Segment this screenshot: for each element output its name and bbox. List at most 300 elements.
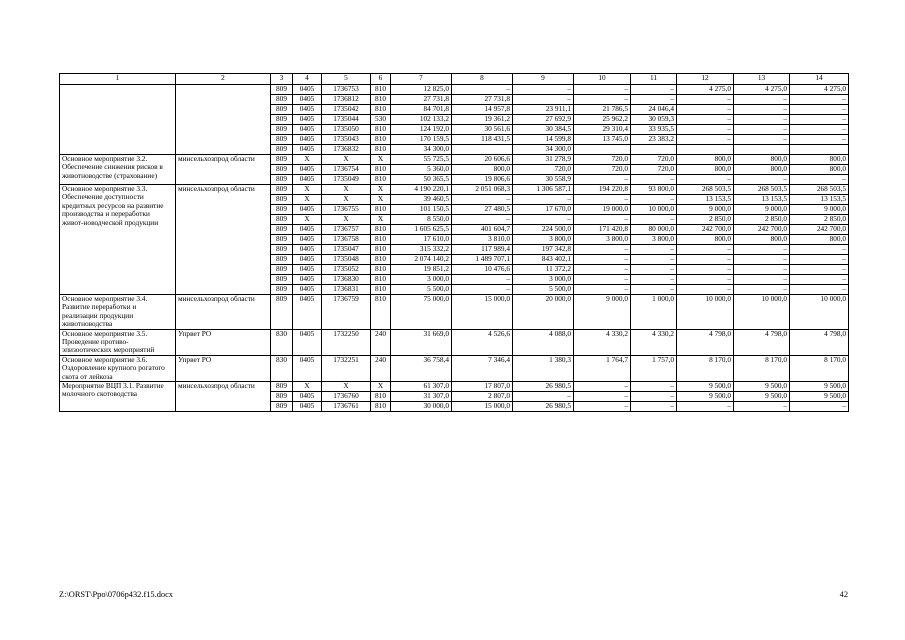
amount-cell: 8 550,0 [391, 215, 452, 225]
code-cell: 809 [271, 165, 293, 175]
amount-cell: 3 000,0 [391, 275, 452, 285]
amount-cell: – [631, 195, 677, 205]
amount-cell: – [734, 245, 790, 255]
amount-cell: – [790, 105, 849, 115]
amount-cell: 9 000,0 [734, 205, 790, 215]
amount-cell: 4 088,0 [513, 329, 574, 355]
code-cell: 809 [271, 392, 293, 402]
header-cell: 10 [574, 74, 631, 85]
amount-cell: 30 000,0 [391, 402, 452, 412]
amount-cell: – [677, 125, 734, 135]
code-cell: 0405 [293, 285, 322, 295]
code-cell: 810 [371, 145, 391, 155]
header-cell: 12 [677, 74, 734, 85]
amount-cell: – [734, 285, 790, 295]
code-cell: 809 [271, 255, 293, 265]
amount-cell: – [452, 285, 513, 295]
code-cell: 809 [271, 225, 293, 235]
amount-cell: 20 606,6 [452, 155, 513, 165]
code-cell: 809 [271, 205, 293, 215]
amount-cell: 13 153,5 [734, 195, 790, 205]
code-cell: 810 [371, 125, 391, 135]
amount-cell: 9 000,0 [677, 205, 734, 215]
amount-cell: 10 000,0 [677, 295, 734, 330]
amount-cell: – [574, 215, 631, 225]
amount-cell: 1 757,0 [631, 355, 677, 381]
code-cell: 810 [371, 265, 391, 275]
amount-cell: – [677, 255, 734, 265]
amount-cell: 84 701,8 [391, 105, 452, 115]
amount-cell: – [790, 285, 849, 295]
amount-cell: 30 561,6 [452, 125, 513, 135]
code-cell: 809 [271, 135, 293, 145]
amount-cell: 13 153,5 [790, 195, 849, 205]
amount-cell: – [631, 265, 677, 275]
amount-cell: – [574, 382, 631, 392]
code-cell: X [371, 382, 391, 392]
amount-cell: 9 500,0 [677, 382, 734, 392]
header-cell: 5 [322, 74, 371, 85]
amount-cell: – [631, 275, 677, 285]
code-cell: 1736832 [322, 145, 371, 155]
code-cell: 809 [271, 275, 293, 285]
amount-cell: – [574, 402, 631, 412]
amount-cell: 9 000,0 [790, 205, 849, 215]
amount-cell: – [452, 275, 513, 285]
budget-table [59, 73, 849, 412]
amount-cell: 101 150,5 [391, 205, 452, 215]
amount-cell: 27 692,9 [513, 115, 574, 125]
measure-name-cell: Основное мероприятие 3.3. Обеспечение доступности кредитных ресурсов на развитие производства и переработки живот-новодческой продукции [60, 185, 176, 295]
amount-cell: – [574, 265, 631, 275]
amount-cell: – [790, 175, 849, 185]
amount-cell: – [734, 105, 790, 115]
amount-cell: – [631, 85, 677, 95]
amount-cell: – [790, 245, 849, 255]
amount-cell: 14 957,8 [452, 105, 513, 115]
executor-cell [176, 85, 271, 155]
table-row [60, 355, 849, 381]
amount-cell: 843 402,1 [513, 255, 574, 265]
code-cell: 0405 [293, 392, 322, 402]
amount-cell: – [790, 135, 849, 145]
code-cell: 1736812 [322, 95, 371, 105]
header-cell: 13 [734, 74, 790, 85]
code-cell: 0405 [293, 125, 322, 135]
executor-cell: минсельхозпрод области [176, 185, 271, 295]
amount-cell [677, 145, 734, 155]
amount-cell: 11 372,2 [513, 265, 574, 275]
code-cell: 809 [271, 265, 293, 275]
amount-cell: 15 000,0 [452, 295, 513, 330]
amount-cell: 800,0 [677, 155, 734, 165]
amount-cell: 1 380,3 [513, 355, 574, 381]
code-cell: 830 [271, 355, 293, 381]
code-cell: 1736757 [322, 225, 371, 235]
amount-cell: 10 476,6 [452, 265, 513, 275]
amount-cell: – [734, 135, 790, 145]
code-cell: 1735044 [322, 115, 371, 125]
amount-cell: 194 220,8 [574, 185, 631, 195]
amount-cell: 19 361,2 [452, 115, 513, 125]
table-row [60, 85, 849, 95]
code-cell: 1735042 [322, 105, 371, 115]
amount-cell: 36 758,4 [391, 355, 452, 381]
amount-cell: – [574, 195, 631, 205]
amount-cell: 5 360,0 [391, 165, 452, 175]
amount-cell: 5 500,0 [513, 285, 574, 295]
amount-cell: – [631, 255, 677, 265]
amount-cell: 8 170,0 [734, 355, 790, 381]
amount-cell: 9 500,0 [790, 382, 849, 392]
amount-cell: 34 300,0 [391, 145, 452, 155]
amount-cell: 13 153,5 [677, 195, 734, 205]
code-cell: 0405 [293, 295, 322, 330]
code-cell: 0405 [293, 275, 322, 285]
amount-cell: 33 935,5 [631, 125, 677, 135]
code-cell: 810 [371, 105, 391, 115]
amount-cell: 4 526,6 [452, 329, 513, 355]
amount-cell [631, 145, 677, 155]
amount-cell: – [677, 265, 734, 275]
amount-cell: 9 500,0 [734, 382, 790, 392]
header-cell: 2 [176, 74, 271, 85]
amount-cell: 117 989,4 [452, 245, 513, 255]
code-cell: 0405 [293, 235, 322, 245]
code-cell: 0405 [293, 85, 322, 95]
measure-name-cell: Мероприятие ВЦП 3.1. Развитие молочного скотоводства [60, 382, 176, 412]
amount-cell: 4 275,0 [677, 85, 734, 95]
code-cell: 1736760 [322, 392, 371, 402]
code-cell: 0405 [293, 225, 322, 235]
code-cell: 1736759 [322, 295, 371, 330]
code-cell: 809 [271, 95, 293, 105]
amount-cell: 4 190 220,1 [391, 185, 452, 195]
amount-cell: 21 786,5 [574, 105, 631, 115]
amount-cell: 2 051 068,3 [452, 185, 513, 195]
amount-cell: 34 300,0 [513, 145, 574, 155]
amount-cell: – [677, 105, 734, 115]
amount-cell: 13 745,0 [574, 135, 631, 145]
amount-cell: – [574, 175, 631, 185]
amount-cell: 2 807,0 [452, 392, 513, 402]
amount-cell: – [677, 115, 734, 125]
amount-cell: 23 383,2 [631, 135, 677, 145]
amount-cell: 10 000,0 [734, 295, 790, 330]
code-cell: X [322, 382, 371, 392]
code-cell: X [371, 185, 391, 195]
amount-cell: – [631, 285, 677, 295]
header-cell: 9 [513, 74, 574, 85]
amount-cell: 9 500,0 [734, 392, 790, 402]
amount-cell: – [574, 392, 631, 402]
code-cell: 1735043 [322, 135, 371, 145]
amount-cell: – [790, 255, 849, 265]
amount-cell: 1 306 587,1 [513, 185, 574, 195]
code-cell: 809 [271, 105, 293, 115]
code-cell: 1736831 [322, 285, 371, 295]
amount-cell: 26 980,5 [513, 382, 574, 392]
code-cell: X [322, 155, 371, 165]
amount-cell: 800,0 [790, 165, 849, 175]
amount-cell: 3 800,0 [631, 235, 677, 245]
amount-cell: – [790, 125, 849, 135]
amount-cell: 242 700,0 [677, 225, 734, 235]
amount-cell: – [631, 392, 677, 402]
amount-cell: – [574, 245, 631, 255]
amount-cell: 17 610,0 [391, 235, 452, 245]
code-cell: X [293, 155, 322, 165]
amount-cell: 800,0 [677, 165, 734, 175]
amount-cell: 268 503,5 [734, 185, 790, 195]
header-cell: 4 [293, 74, 322, 85]
amount-cell: 8 170,0 [677, 355, 734, 381]
code-cell: 0405 [293, 355, 322, 381]
code-cell: 1735052 [322, 265, 371, 275]
code-cell: 810 [371, 255, 391, 265]
amount-cell: 31 278,9 [513, 155, 574, 165]
code-cell: 1736761 [322, 402, 371, 412]
measure-name-cell: Основное мероприятие 3.4. Развитие переработки и реализации продукции животноводства [60, 295, 176, 330]
amount-cell: – [734, 275, 790, 285]
amount-cell: – [631, 215, 677, 225]
amount-cell: 4 798,0 [734, 329, 790, 355]
code-cell: 830 [271, 329, 293, 355]
amount-cell: 171 420,8 [574, 225, 631, 235]
code-cell: 1732250 [322, 329, 371, 355]
code-cell: 1735050 [322, 125, 371, 135]
header-cell: 1 [60, 74, 176, 85]
amount-cell: 102 133,2 [391, 115, 452, 125]
amount-cell: 7 346,4 [452, 355, 513, 381]
header-row [60, 74, 849, 85]
amount-cell: 2 074 140,2 [391, 255, 452, 265]
header-cell: 8 [452, 74, 513, 85]
amount-cell: 800,0 [452, 165, 513, 175]
code-cell: 0405 [293, 135, 322, 145]
code-cell: X [371, 215, 391, 225]
code-cell: 809 [271, 215, 293, 225]
amount-cell: 20 000,0 [513, 295, 574, 330]
amount-cell: – [677, 135, 734, 145]
amount-cell: 55 725,5 [391, 155, 452, 165]
amount-cell: 2 850,0 [790, 215, 849, 225]
amount-cell [790, 145, 849, 155]
amount-cell: 268 503,5 [677, 185, 734, 195]
code-cell: 810 [371, 392, 391, 402]
amount-cell: 4 275,0 [790, 85, 849, 95]
amount-cell: 124 192,0 [391, 125, 452, 135]
amount-cell: 27 480,5 [452, 205, 513, 215]
code-cell: 809 [271, 185, 293, 195]
code-cell: 0405 [293, 265, 322, 275]
amount-cell: 268 503,5 [790, 185, 849, 195]
code-cell: 0405 [293, 175, 322, 185]
amount-cell: – [677, 245, 734, 255]
code-cell: 0405 [293, 245, 322, 255]
amount-cell: 720,0 [631, 165, 677, 175]
amount-cell: 3 800,0 [513, 235, 574, 245]
amount-cell [452, 145, 513, 155]
amount-cell: 800,0 [790, 235, 849, 245]
amount-cell: 31 307,0 [391, 392, 452, 402]
page-number: 42 [839, 590, 848, 599]
amount-cell: 10 000,0 [631, 205, 677, 215]
header-cell: 14 [790, 74, 849, 85]
code-cell: 1732251 [322, 355, 371, 381]
amount-cell: 800,0 [790, 155, 849, 165]
executor-cell: минсельхозпрод области [176, 382, 271, 412]
amount-cell: 4 330,2 [574, 329, 631, 355]
amount-cell: – [631, 402, 677, 412]
code-cell: 810 [371, 285, 391, 295]
amount-cell: 3 810,0 [452, 235, 513, 245]
amount-cell: 80 000,0 [631, 225, 677, 235]
amount-cell: 9 500,0 [790, 392, 849, 402]
amount-cell: 5 500,0 [391, 285, 452, 295]
amount-cell: 14 599,8 [513, 135, 574, 145]
amount-cell: 25 962,2 [574, 115, 631, 125]
amount-cell: 17 670,0 [513, 205, 574, 215]
code-cell: X [293, 215, 322, 225]
amount-cell: 2 850,0 [734, 215, 790, 225]
code-cell: 1735047 [322, 245, 371, 255]
code-cell: 809 [271, 155, 293, 165]
amount-cell: 61 307,0 [391, 382, 452, 392]
code-cell: X [322, 185, 371, 195]
amount-cell: – [734, 115, 790, 125]
amount-cell: 17 807,0 [452, 382, 513, 392]
code-cell: X [322, 215, 371, 225]
code-cell: 240 [371, 355, 391, 381]
amount-cell: 15 000,0 [452, 402, 513, 412]
amount-cell: – [790, 95, 849, 105]
amount-cell: 19 000,0 [574, 205, 631, 215]
executor-cell: минсельхозпрод области [176, 155, 271, 185]
amount-cell: – [631, 175, 677, 185]
amount-cell: 720,0 [574, 165, 631, 175]
amount-cell: 9 500,0 [677, 392, 734, 402]
code-cell: 810 [371, 295, 391, 330]
code-cell: X [322, 195, 371, 205]
code-cell: 809 [271, 295, 293, 330]
amount-cell: 720,0 [513, 165, 574, 175]
code-cell: 1735049 [322, 175, 371, 185]
amount-cell: – [677, 175, 734, 185]
amount-cell: 1 000,0 [631, 295, 677, 330]
amount-cell: – [677, 285, 734, 295]
amount-cell: – [790, 275, 849, 285]
amount-cell [574, 145, 631, 155]
amount-cell: – [452, 215, 513, 225]
code-cell: 809 [271, 195, 293, 205]
header-cell: 6 [371, 74, 391, 85]
executor-cell: минсельхозпрод области [176, 295, 271, 330]
amount-cell: 315 332,2 [391, 245, 452, 255]
code-cell: 0405 [293, 329, 322, 355]
amount-cell: 720,0 [631, 155, 677, 165]
executor-cell: Упрвет РО [176, 329, 271, 355]
amount-cell: 4 798,0 [790, 329, 849, 355]
amount-cell: 224 500,0 [513, 225, 574, 235]
amount-cell: 29 310,4 [574, 125, 631, 135]
amount-cell: 27 731,8 [452, 95, 513, 105]
code-cell: 810 [371, 175, 391, 185]
amount-cell: – [734, 175, 790, 185]
code-cell: X [371, 155, 391, 165]
code-cell: 810 [371, 85, 391, 95]
footer-file-path: Z:\ORST\Ppo\0706p432.f15.docx [59, 590, 173, 599]
amount-cell: – [790, 402, 849, 412]
amount-cell: 4 798,0 [677, 329, 734, 355]
amount-cell: 27 731,8 [391, 95, 452, 105]
amount-cell: – [513, 215, 574, 225]
amount-cell: 93 800,0 [631, 185, 677, 195]
amount-cell: 1 764,7 [574, 355, 631, 381]
measure-name-cell [60, 85, 176, 155]
measure-name-cell: Основное мероприятие 3.6. Оздоровление крупного рогатого скота от лейкоза [60, 355, 176, 381]
header-cell: 7 [391, 74, 452, 85]
amount-cell: – [574, 95, 631, 105]
amount-cell: 23 911,1 [513, 105, 574, 115]
amount-cell: 4 330,2 [631, 329, 677, 355]
code-cell: 1736830 [322, 275, 371, 285]
amount-cell: 4 275,0 [734, 85, 790, 95]
amount-cell: 75 000,0 [391, 295, 452, 330]
amount-cell: – [677, 402, 734, 412]
amount-cell: – [574, 275, 631, 285]
code-cell: 809 [271, 115, 293, 125]
amount-cell: – [452, 85, 513, 95]
table-row [60, 295, 849, 330]
amount-cell: 242 700,0 [790, 225, 849, 235]
table-row [60, 382, 849, 392]
amount-cell: 50 365,5 [391, 175, 452, 185]
amount-cell: 800,0 [677, 235, 734, 245]
amount-cell: 19 851,2 [391, 265, 452, 275]
code-cell: 809 [271, 125, 293, 135]
amount-cell: 1 605 625,5 [391, 225, 452, 235]
amount-cell: 12 825,0 [391, 85, 452, 95]
code-cell: 809 [271, 245, 293, 255]
amount-cell: – [734, 402, 790, 412]
amount-cell: 197 342,8 [513, 245, 574, 255]
code-cell: 809 [271, 402, 293, 412]
table-body [60, 74, 849, 412]
amount-cell: 8 170,0 [790, 355, 849, 381]
code-cell: 0405 [293, 402, 322, 412]
header-cell: 11 [631, 74, 677, 85]
code-cell: 809 [271, 382, 293, 392]
table-row [60, 155, 849, 165]
header-cell: 3 [271, 74, 293, 85]
code-cell: X [293, 185, 322, 195]
amount-cell: 30 558,9 [513, 175, 574, 185]
amount-cell: 118 431,5 [452, 135, 513, 145]
code-cell: 810 [371, 275, 391, 285]
code-cell: 809 [271, 145, 293, 155]
amount-cell: – [513, 195, 574, 205]
amount-cell: – [513, 85, 574, 95]
amount-cell: 3 000,0 [513, 275, 574, 285]
code-cell: 0405 [293, 105, 322, 115]
code-cell: 810 [371, 245, 391, 255]
code-cell: 810 [371, 225, 391, 235]
amount-cell: 26 980,5 [513, 402, 574, 412]
amount-cell: – [513, 392, 574, 402]
amount-cell: – [574, 285, 631, 295]
amount-cell: – [631, 382, 677, 392]
